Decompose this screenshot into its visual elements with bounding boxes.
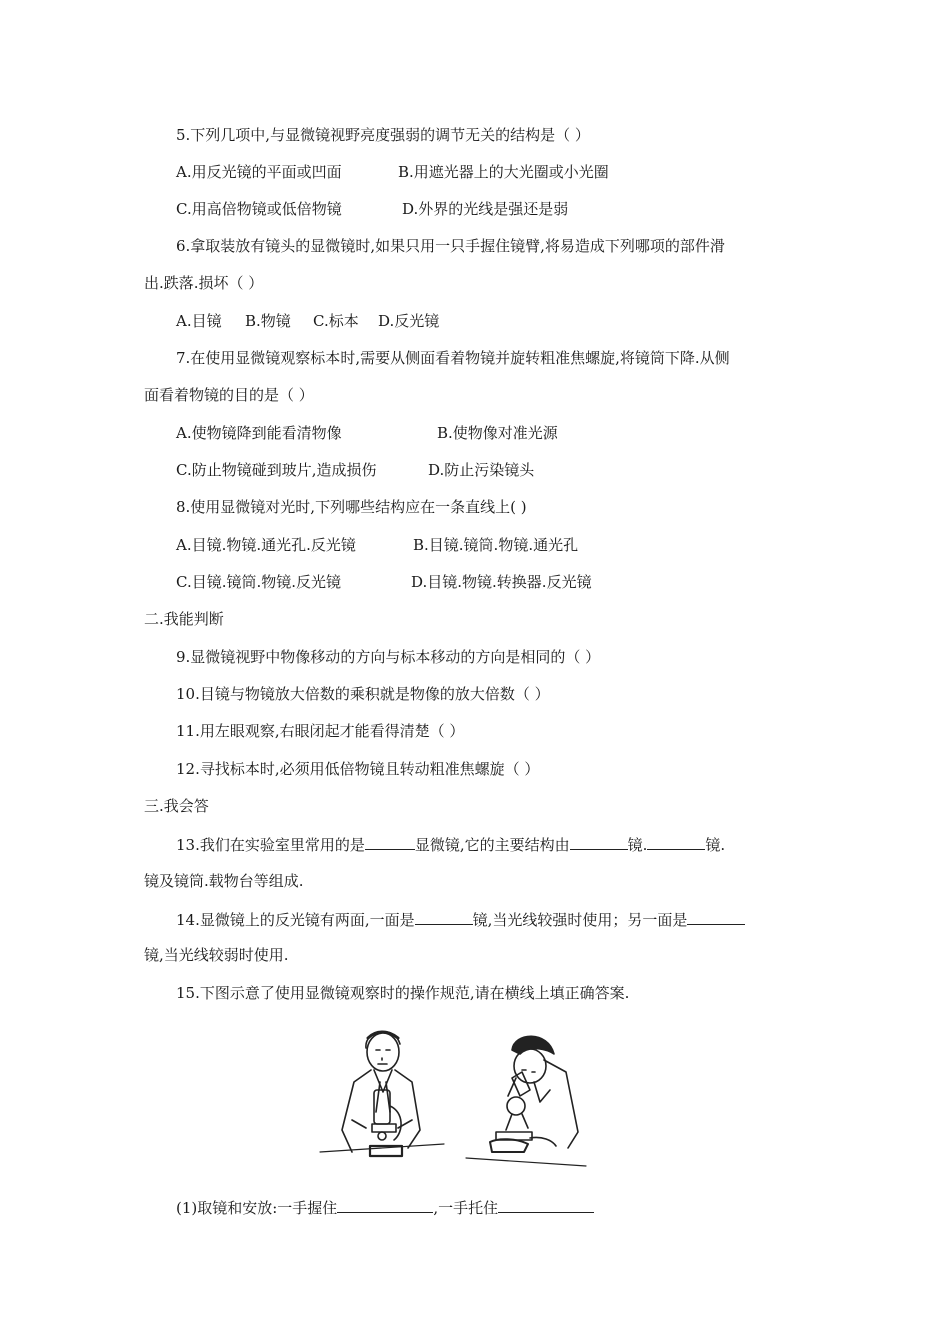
q15-blank-2[interactable] bbox=[498, 1196, 594, 1213]
q6-stem-line1: 6.拿取装放有镜头的显微镜时,如果只用一只手握住镜臂,将易造成下列哪项的部件滑 bbox=[176, 237, 725, 255]
q10-statement: 10.目镜与物镜放大倍数的乘积就是物像的放大倍数（ ） bbox=[176, 685, 550, 703]
q13-blank-1[interactable] bbox=[365, 833, 415, 850]
q5-option-d: D.外界的光线是强还是弱 bbox=[402, 200, 569, 218]
section-heading-judge: 二.我能判断 bbox=[144, 610, 224, 628]
q13-text-part2: 显微镜,它的主要结构由 bbox=[414, 836, 570, 854]
q7-option-b: B.使物像对准光源 bbox=[437, 424, 558, 442]
q13-text-part3: 镜. bbox=[627, 836, 648, 854]
q15-sub1-part1: (1)取镜和安放:一手握住 bbox=[176, 1199, 338, 1217]
q13-line2: 镜及镜筒.载物台等组成. bbox=[144, 872, 304, 890]
student-carrying-microscope bbox=[320, 1032, 444, 1156]
q7-option-c: C.防止物镜碰到玻片,造成损伤 bbox=[176, 461, 377, 479]
q14-line2: 镜,当光线较弱时使用. bbox=[144, 946, 289, 964]
q6-stem-line2: 出.跌落.损坏（ ） bbox=[144, 274, 264, 292]
q6-option-c: C.标本 bbox=[313, 312, 359, 330]
q7-option-d: D.防止污染镜头 bbox=[428, 461, 535, 479]
q8-option-d: D.目镜.物镜.转换器.反光镜 bbox=[411, 573, 592, 591]
q14-text-part1: 14.显微镜上的反光镜有两面,一面是 bbox=[176, 911, 415, 929]
q15-sub1-part2: ,一手托住 bbox=[433, 1199, 499, 1217]
q15-stem: 15.下图示意了使用显微镜观察时的操作规范,请在横线上填正确答案. bbox=[176, 984, 630, 1002]
q14-line1 bbox=[176, 908, 745, 930]
q5-option-c: C.用高倍物镜或低倍物镜 bbox=[176, 200, 342, 218]
q15-blank-1[interactable] bbox=[337, 1196, 433, 1213]
q12-statement: 12.寻找标本时,必须用低倍物镜且转动粗准焦螺旋（ ） bbox=[176, 760, 540, 778]
section-heading-answer: 三.我会答 bbox=[144, 797, 209, 815]
q6-option-b: B.物镜 bbox=[245, 312, 291, 330]
q13-text-part4: 镜. bbox=[705, 836, 726, 854]
q13-blank-3[interactable] bbox=[647, 833, 705, 850]
q14-blank-2[interactable] bbox=[687, 908, 745, 925]
student-observing-microscope bbox=[466, 1036, 586, 1166]
q7-stem-line1: 7.在使用显微镜观察标本时,需要从侧面看着物镜并旋转粗准焦螺旋,将镜筒下降.从侧 bbox=[176, 349, 730, 367]
q8-option-b: B.目镜.镜筒.物镜.通光孔 bbox=[413, 536, 579, 554]
q14-blank-1[interactable] bbox=[415, 908, 473, 925]
q13-line1 bbox=[176, 833, 725, 855]
q8-stem: 8.使用显微镜对光时,下列哪些结构应在一条直线上( ) bbox=[176, 498, 527, 516]
q7-stem-line2: 面看着物镜的目的是（ ） bbox=[144, 386, 314, 404]
q13-blank-2[interactable] bbox=[570, 833, 628, 850]
q5-stem: 5.下列几项中,与显微镜视野亮度强弱的调节无关的结构是（ ） bbox=[176, 126, 590, 144]
microscope-usage-illustration bbox=[316, 1020, 591, 1170]
q13-text-part1: 13.我们在实验室里常用的是 bbox=[176, 836, 365, 854]
q5-option-b: B.用遮光器上的大光圈或小光圈 bbox=[398, 163, 609, 181]
q5-option-a: A.用反光镜的平面或凹面 bbox=[176, 163, 342, 181]
q8-option-c: C.目镜.镜筒.物镜.反光镜 bbox=[176, 573, 342, 591]
q15-sub1 bbox=[176, 1196, 594, 1218]
q7-option-a: A.使物镜降到能看清物像 bbox=[176, 424, 342, 442]
q6-option-d: D.反光镜 bbox=[378, 312, 440, 330]
q8-option-a: A.目镜.物镜.通光孔.反光镜 bbox=[176, 536, 356, 554]
q9-statement: 9.显微镜视野中物像移动的方向与标本移动的方向是相同的（ ） bbox=[176, 648, 601, 666]
q6-option-a: A.目镜 bbox=[176, 312, 222, 330]
q11-statement: 11.用左眼观察,右眼闭起才能看得清楚（ ） bbox=[176, 722, 465, 740]
q14-text-part2: 镜,当光线较强时使用；另一面是 bbox=[472, 911, 688, 929]
